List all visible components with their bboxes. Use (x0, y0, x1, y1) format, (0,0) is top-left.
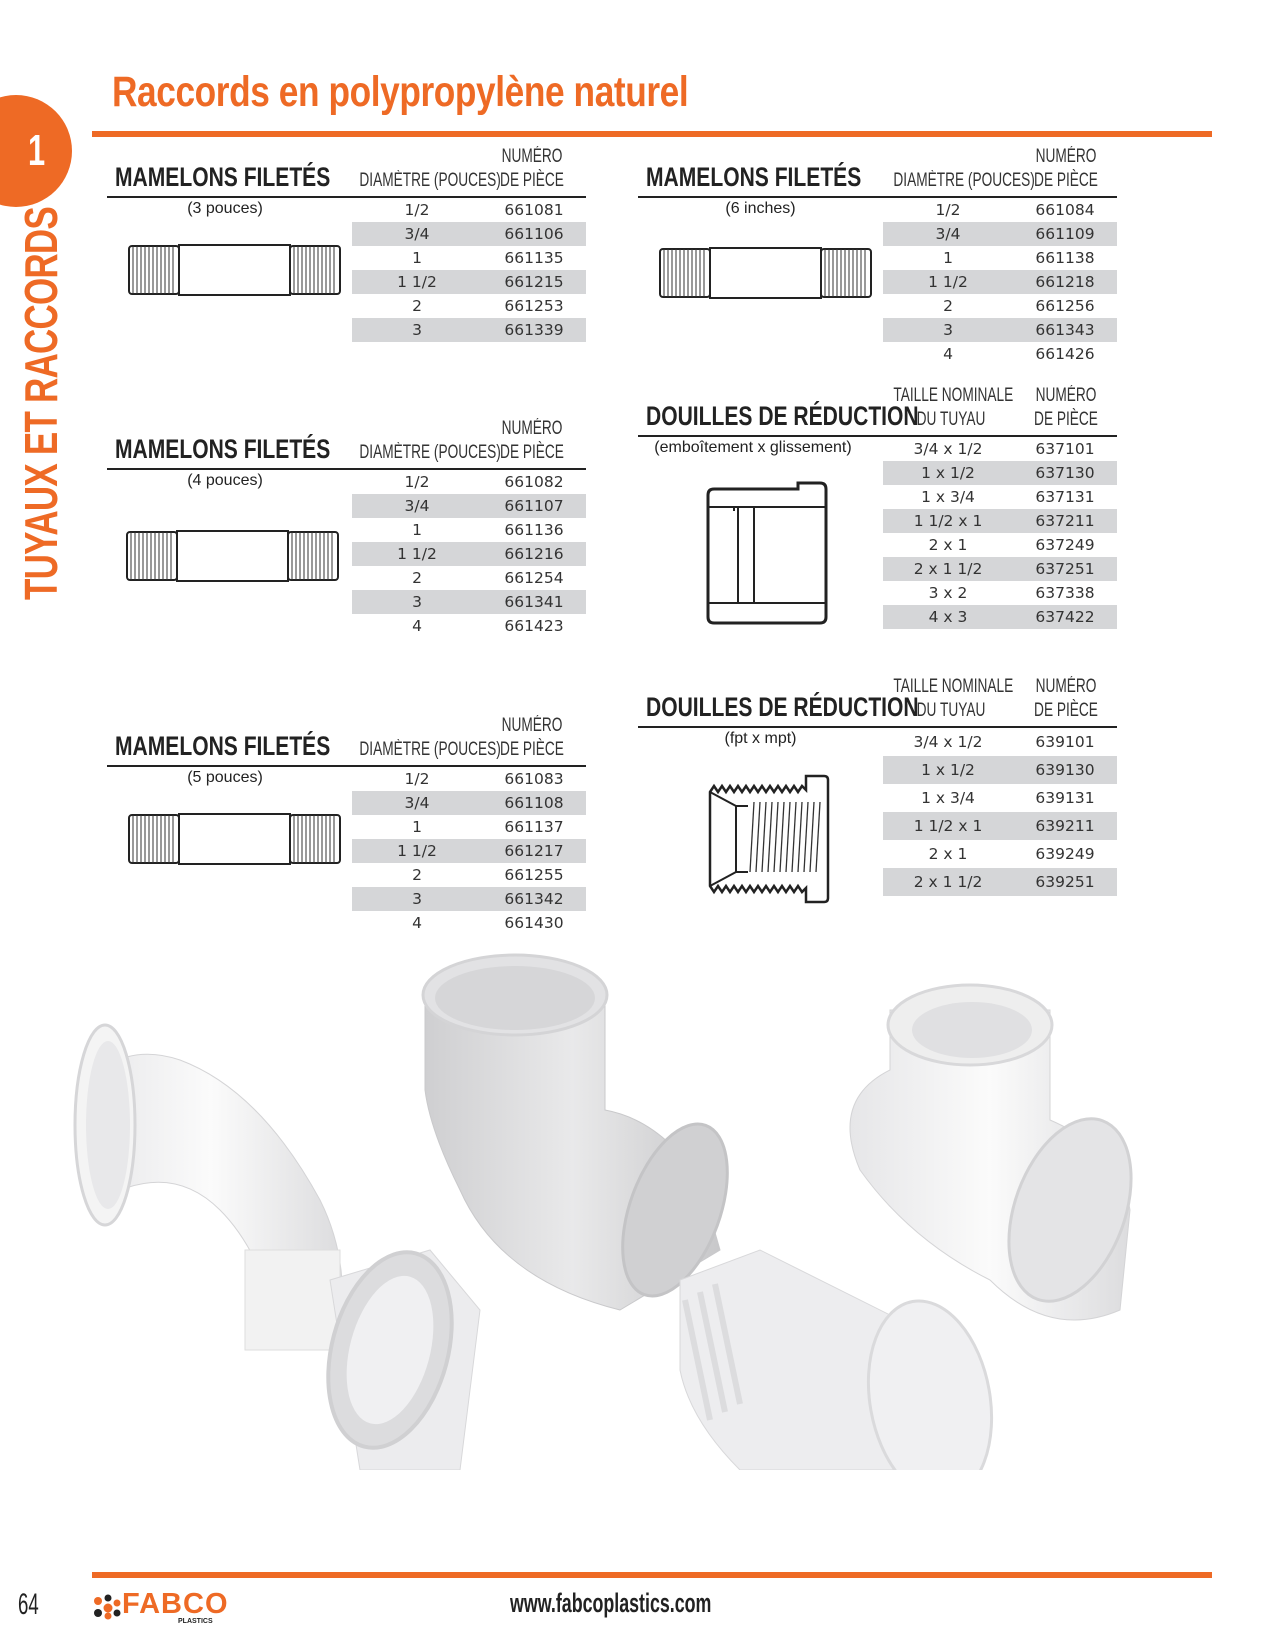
fittings-product-photo (60, 950, 1160, 1470)
table-row: 3/4 x 1/2 639101 (913, 733, 1095, 751)
chapter-number: 1 (28, 126, 46, 175)
col-header-nominal-size: TAILLE NOMINALE DU TUYAU (893, 676, 1014, 721)
logo-subtext: PLASTICS (178, 1618, 213, 1625)
col-header-diameter: DIAMÈTRE (POUCES) (359, 170, 501, 191)
table-row: 2 x 1 639249 (928, 845, 1095, 863)
table-row: 4 661423 (412, 617, 564, 635)
table-row: 2 x 1 1/2 637251 (883, 557, 1117, 581)
table-row: 3 661343 (883, 318, 1117, 342)
table-row: 1 661136 (412, 521, 564, 539)
section-subtitle: (fpt x mpt) (724, 730, 797, 747)
section-title: MAMELONS FILETÉS (115, 731, 331, 761)
section-subtitle: (3 pouces) (187, 200, 263, 217)
table-row: 1 x 3/4 639131 (921, 789, 1095, 807)
parts-table (883, 437, 1117, 629)
table-row: 1/2 661083 (404, 770, 564, 788)
parts-table (352, 470, 586, 638)
col-header-part-number: NUMÉRO DE PIÈCE (1034, 676, 1098, 721)
parts-table (352, 767, 586, 935)
table-row: 3/4 x 1/2 637101 (913, 440, 1095, 458)
table-row: 2 661255 (412, 866, 564, 884)
table-row: 1 661138 (943, 249, 1095, 267)
col-header-diameter: DIAMÈTRE (POUCES) (359, 739, 501, 760)
chapter-side-label: TUYAUX ET RACCORDS (15, 207, 67, 600)
section-header (638, 142, 1117, 198)
section-header (107, 414, 586, 470)
table-row: 1/2 661081 (404, 201, 564, 219)
col-header-part-number: NUMÉRO DE PIÈCE (500, 715, 564, 760)
col-header-part-number: NUMÉRO DE PIÈCE (1034, 146, 1098, 191)
section-subtitle: (emboîtement x glissement) (654, 439, 852, 456)
section-subtitle: (4 pouces) (187, 472, 263, 489)
table-row: 1 661135 (412, 249, 564, 267)
section-subtitle: (6 inches) (725, 200, 796, 217)
section-nipples-4in (107, 414, 586, 635)
table-row: 3 661341 (352, 590, 586, 614)
col-header-part-number: NUMÉRO DE PIÈCE (500, 418, 564, 463)
section-reducer-bushings-threaded (638, 672, 1117, 891)
section-title: MAMELONS FILETÉS (115, 434, 331, 464)
col-header-diameter: DIAMÈTRE (POUCES) (359, 442, 501, 463)
threaded-reducer-bushing-icon (706, 772, 832, 906)
table-row: 3/4 661109 (883, 222, 1117, 246)
table-row: 2 661254 (412, 569, 564, 587)
table-row: 3/4 661107 (352, 494, 586, 518)
bottom-divider (92, 1572, 1212, 1578)
section-header (107, 711, 586, 767)
fabco-logo-icon (92, 1594, 122, 1620)
table-row: 2 x 1 1/2 639251 (883, 868, 1117, 896)
table-row: 1 1/2 x 1 639211 (883, 812, 1117, 840)
section-nipples-5in (107, 711, 586, 932)
table-row: 1 x 3/4 637131 (921, 488, 1095, 506)
table-row: 3 661342 (352, 887, 586, 911)
parts-table (883, 728, 1117, 896)
section-nipples-3in (107, 142, 586, 339)
table-row: 1 1/2 661216 (352, 542, 586, 566)
col-header-nominal-size: TAILLE NOMINALE DU TUYAU (893, 385, 1014, 430)
table-row: 1 1/2 661215 (352, 270, 586, 294)
section-header (638, 381, 1117, 437)
table-row: 1 1/2 x 1 637211 (883, 509, 1117, 533)
logo-text: FABCO (122, 1588, 229, 1620)
table-row: 1 x 1/2 637130 (883, 461, 1117, 485)
col-header-diameter: DIAMÈTRE (POUCES) (893, 170, 1035, 191)
tee-image (850, 985, 1154, 1320)
threaded-nipple-icon (125, 528, 340, 584)
table-row: 4 661426 (943, 345, 1095, 363)
table-row: 1 1/2 661217 (352, 839, 586, 863)
table-row: 2 661253 (412, 297, 564, 315)
table-row: 3 661339 (352, 318, 586, 342)
section-title: MAMELONS FILETÉS (115, 162, 331, 192)
threaded-nipple-icon (658, 245, 873, 301)
page-title: Raccords en polypropylène naturel (112, 68, 689, 116)
male-adapter-image (680, 1250, 1006, 1470)
table-row: 1/2 661084 (935, 201, 1095, 219)
section-title: MAMELONS FILETÉS (646, 162, 862, 192)
col-header-part-number: NUMÉRO DE PIÈCE (1034, 385, 1098, 430)
page-number: 64 (18, 1588, 39, 1621)
table-row: 2 661256 (943, 297, 1095, 315)
parts-table (352, 198, 586, 342)
threaded-nipple-icon (127, 811, 342, 867)
table-row: 1/2 661082 (404, 473, 564, 491)
top-divider (92, 131, 1212, 137)
section-title: DOUILLES DE RÉDUCTION (646, 401, 919, 431)
section-subtitle: (5 pouces) (187, 769, 263, 786)
section-header (107, 142, 586, 198)
table-row: 4 661430 (412, 914, 564, 932)
table-row: 2 x 1 637249 (928, 536, 1095, 554)
website-link[interactable]: www.fabcoplastics.com (510, 1588, 712, 1618)
table-row: 3/4 661108 (352, 791, 586, 815)
col-header-part-number: NUMÉRO DE PIÈCE (500, 146, 564, 191)
table-row: 3/4 661106 (352, 222, 586, 246)
section-nipples-6in (638, 142, 1117, 363)
section-header (638, 672, 1117, 728)
section-title: DOUILLES DE RÉDUCTION (646, 692, 919, 722)
table-row: 1 1/2 661218 (883, 270, 1117, 294)
long-sweep-elbow-image (75, 1025, 343, 1350)
section-reducer-bushings-socket (638, 381, 1117, 626)
parts-table (883, 198, 1117, 366)
socket-reducer-bushing-icon (704, 481, 830, 625)
threaded-nipple-icon (127, 242, 342, 298)
table-row: 1 x 1/2 639130 (883, 756, 1117, 784)
table-row: 1 661137 (412, 818, 564, 836)
elbow-90-image (423, 955, 748, 1310)
table-row: 3 x 2 637338 (928, 584, 1095, 602)
table-row: 4 x 3 637422 (883, 605, 1117, 629)
